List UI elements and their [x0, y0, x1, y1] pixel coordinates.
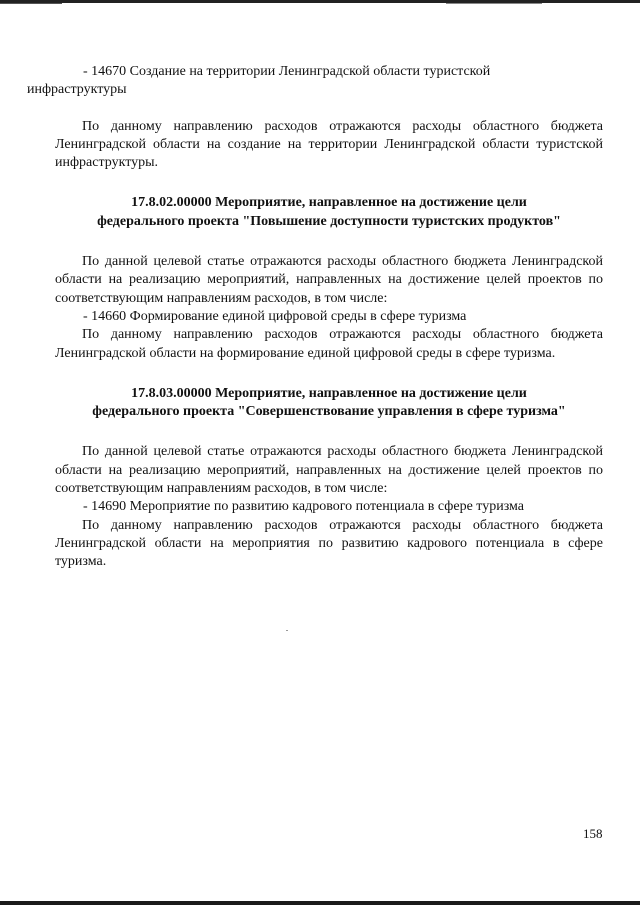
- page-number: 158: [583, 826, 603, 841]
- paragraph-14670-description: По данному направлению расходов отражаются расходы областного бюджета Ленинградской области на создание на территории Ленинградской области туристской инфраструктуры.: [55, 118, 603, 171]
- section-heading-17-8-02-line2: федерального проекта "Повышение доступности туристских продуктов": [97, 213, 561, 229]
- document-body: [27, 63, 603, 572]
- scan-speck: [286, 630, 288, 631]
- item-14670-line1: - 14670 Создание на территории Ленинградской области туристской: [83, 64, 491, 79]
- item-14690: - 14690 Мероприятие по развитию кадрового потенциала в сфере туризма: [83, 499, 525, 515]
- section-heading-17-8-03: [55, 385, 603, 422]
- section-heading-17-8-02: [55, 194, 603, 231]
- section-heading-17-8-03-line1: 17.8.03.00000 Мероприятие, направленное на достижение цели: [131, 385, 527, 401]
- scan-top-edge: [0, 0, 640, 3]
- section-heading-17-8-02-line1: 17.8.02.00000 Мероприятие, направленное на достижение цели: [131, 195, 527, 211]
- paragraph-14690-description: По данному направлению расходов отражаются расходы областного бюджета Ленинградской области на мероприятия по развитию кадрового потенциала в сфере туризма.: [55, 517, 603, 570]
- paragraph-17-8-03-description: По данной целевой статье отражаются расходы областного бюджета Ленинградской области на реализацию мероприятий, направленных на достижение целей проектов по соответствующим направлениям расходов, в том числе:: [55, 444, 603, 497]
- paragraph-17-8-02-description: По данной целевой статье отражаются расходы областного бюджета Ленинградской области на реализацию мероприятий, направленных на достижение целей проектов по соответствующим направлениям расходов, в том числе:: [55, 254, 603, 306]
- paragraph-14660-description: По данному направлению расходов отражаются расходы областного бюджета Ленинградской области на формирование единой цифровой среды в сфере туризма.: [55, 327, 603, 361]
- item-14670-line2: инфраструктуры: [27, 82, 127, 98]
- section-heading-17-8-03-line2: федерального проекта "Совершенствование управления в сфере туризма": [92, 404, 566, 420]
- scan-top-edge-mark-left: [0, 3, 62, 4]
- scan-bottom-edge: [0, 901, 640, 905]
- item-14660: - 14660 Формирование единой цифровой среды в сфере туризма: [83, 308, 467, 324]
- item-14670: [27, 63, 603, 100]
- scan-top-edge-mark-right: [446, 3, 542, 4]
